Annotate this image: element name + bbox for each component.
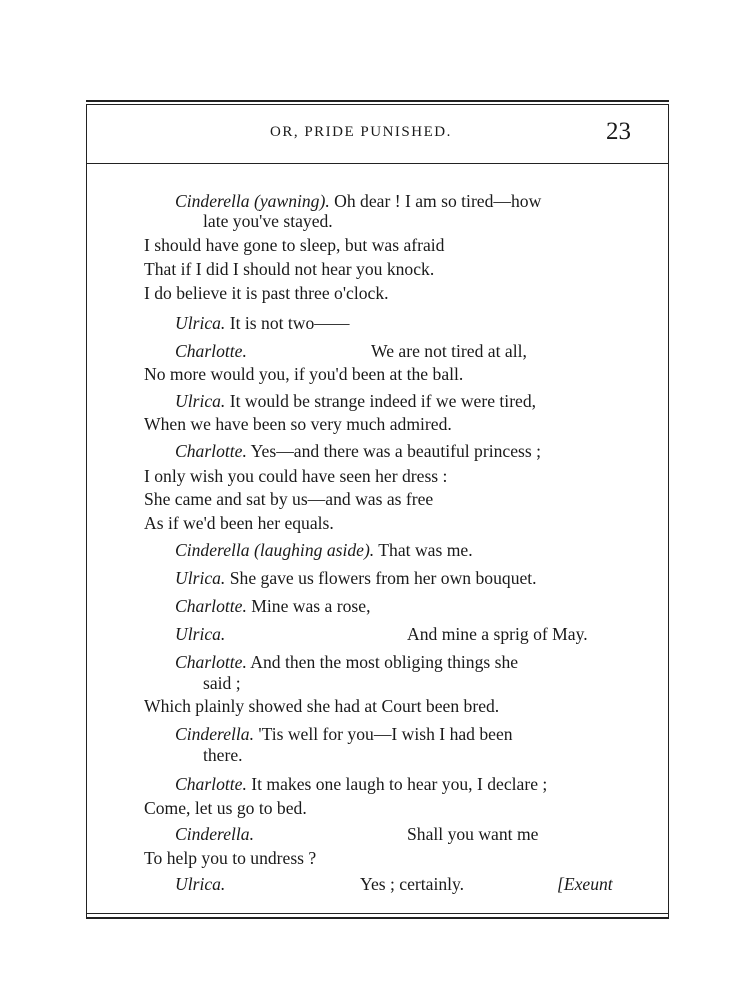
verse-line bbox=[144, 696, 499, 716]
line-text: And then the most obliging things she bbox=[246, 652, 519, 672]
line-text: there. bbox=[203, 745, 243, 765]
verse-line bbox=[144, 259, 434, 279]
verse-line bbox=[203, 673, 241, 693]
speaker-name: Ulrica. bbox=[175, 313, 226, 333]
speaker-name: Charlotte. bbox=[175, 441, 247, 461]
verse-line bbox=[175, 441, 541, 461]
line-text: Yes ; certainly. bbox=[360, 874, 465, 894]
speaker-name: Charlotte. bbox=[175, 341, 247, 361]
verse-line bbox=[175, 391, 536, 411]
speaker-name: Ulrica. bbox=[175, 568, 226, 588]
verse-line bbox=[175, 596, 370, 616]
line-text: 'Tis well for you—I wish I had been bbox=[254, 724, 513, 744]
speaker-name: Cinderella. bbox=[175, 724, 254, 744]
speaker-name: Cinderella (laughing aside). bbox=[175, 540, 375, 560]
line-text: Oh dear ! I am so tired—how bbox=[329, 191, 542, 211]
speaker-name: Charlotte. bbox=[175, 596, 247, 616]
verse-line bbox=[144, 798, 307, 818]
line-text: Come, let us go to bed. bbox=[144, 798, 307, 818]
verse-line bbox=[175, 624, 630, 644]
running-title: OR, PRIDE PUNISHED. bbox=[270, 124, 452, 140]
line-text: I only wish you could have seen her dress : bbox=[144, 466, 448, 486]
bottom-rule-inner bbox=[86, 913, 669, 914]
line-text: And mine a sprig of May. bbox=[407, 624, 588, 644]
speaker-name: Charlotte. bbox=[175, 652, 247, 672]
line-text: That if I did I should not hear you knock. bbox=[144, 259, 435, 279]
left-rule bbox=[86, 104, 87, 917]
line-text: She came and sat by us—and was as free bbox=[144, 489, 434, 509]
verse-line bbox=[175, 313, 349, 333]
speaker-name: Ulrica. bbox=[175, 874, 226, 894]
verse-line bbox=[175, 724, 513, 744]
line-text: said ; bbox=[203, 673, 241, 693]
verse-line bbox=[175, 652, 518, 672]
verse-line bbox=[175, 191, 541, 211]
verse-line bbox=[175, 568, 537, 588]
speaker-name: Cinderella (yawning). bbox=[175, 191, 330, 211]
top-rule bbox=[86, 100, 669, 102]
speaker-name: Charlotte. bbox=[175, 774, 247, 794]
verse-line bbox=[175, 774, 547, 794]
right-rule bbox=[668, 104, 669, 917]
verse-line bbox=[175, 341, 630, 361]
line-text: It would be strange indeed if we were tired, bbox=[225, 391, 537, 411]
line-text: It is not two—— bbox=[225, 313, 350, 333]
line-text: I do believe it is past three o'clock. bbox=[144, 283, 389, 303]
page-frame bbox=[86, 100, 669, 918]
verse-line bbox=[203, 745, 243, 765]
verse-line bbox=[144, 414, 452, 434]
verse-line bbox=[144, 466, 447, 486]
bottom-rule bbox=[86, 917, 669, 919]
verse-line bbox=[144, 283, 389, 303]
verse-line bbox=[144, 513, 334, 533]
line-text: I should have gone to sleep, but was afraid bbox=[144, 235, 445, 255]
verse-line bbox=[144, 364, 463, 384]
verse-line bbox=[175, 824, 630, 844]
line-text: Mine was a rose, bbox=[246, 596, 371, 616]
speaker-name: Ulrica. bbox=[175, 624, 226, 644]
line-text: To help you to undress ? bbox=[144, 848, 317, 868]
line-text: As if we'd been her equals. bbox=[144, 513, 334, 533]
verse-line bbox=[144, 235, 444, 255]
speaker-name: Cinderella. bbox=[175, 824, 254, 844]
stage-direction: [Exeunt bbox=[557, 874, 613, 894]
verse-line bbox=[175, 540, 473, 560]
line-text: We are not tired at all, bbox=[371, 341, 527, 361]
line-text: Shall you want me bbox=[407, 824, 539, 844]
header-rule bbox=[86, 163, 669, 164]
top-rule-inner bbox=[86, 104, 669, 105]
speaker-name: Ulrica. bbox=[175, 391, 226, 411]
line-text: Which plainly showed she had at Court been bred. bbox=[144, 696, 500, 716]
line-text: No more would you, if you'd been at the ball. bbox=[144, 364, 464, 384]
verse-line bbox=[203, 211, 333, 231]
line-text: Yes—and there was a beautiful princess ; bbox=[246, 441, 541, 461]
line-text: When we have been so very much admired. bbox=[144, 414, 452, 434]
line-text: She gave us flowers from her own bouquet. bbox=[225, 568, 537, 588]
verse-line bbox=[144, 489, 433, 509]
verse-line bbox=[144, 848, 316, 868]
page-number: 23 bbox=[606, 118, 631, 145]
line-text: It makes one laugh to hear you, I declare ; bbox=[246, 774, 548, 794]
line-text: That was me. bbox=[374, 540, 473, 560]
line-text: late you've stayed. bbox=[203, 211, 333, 231]
